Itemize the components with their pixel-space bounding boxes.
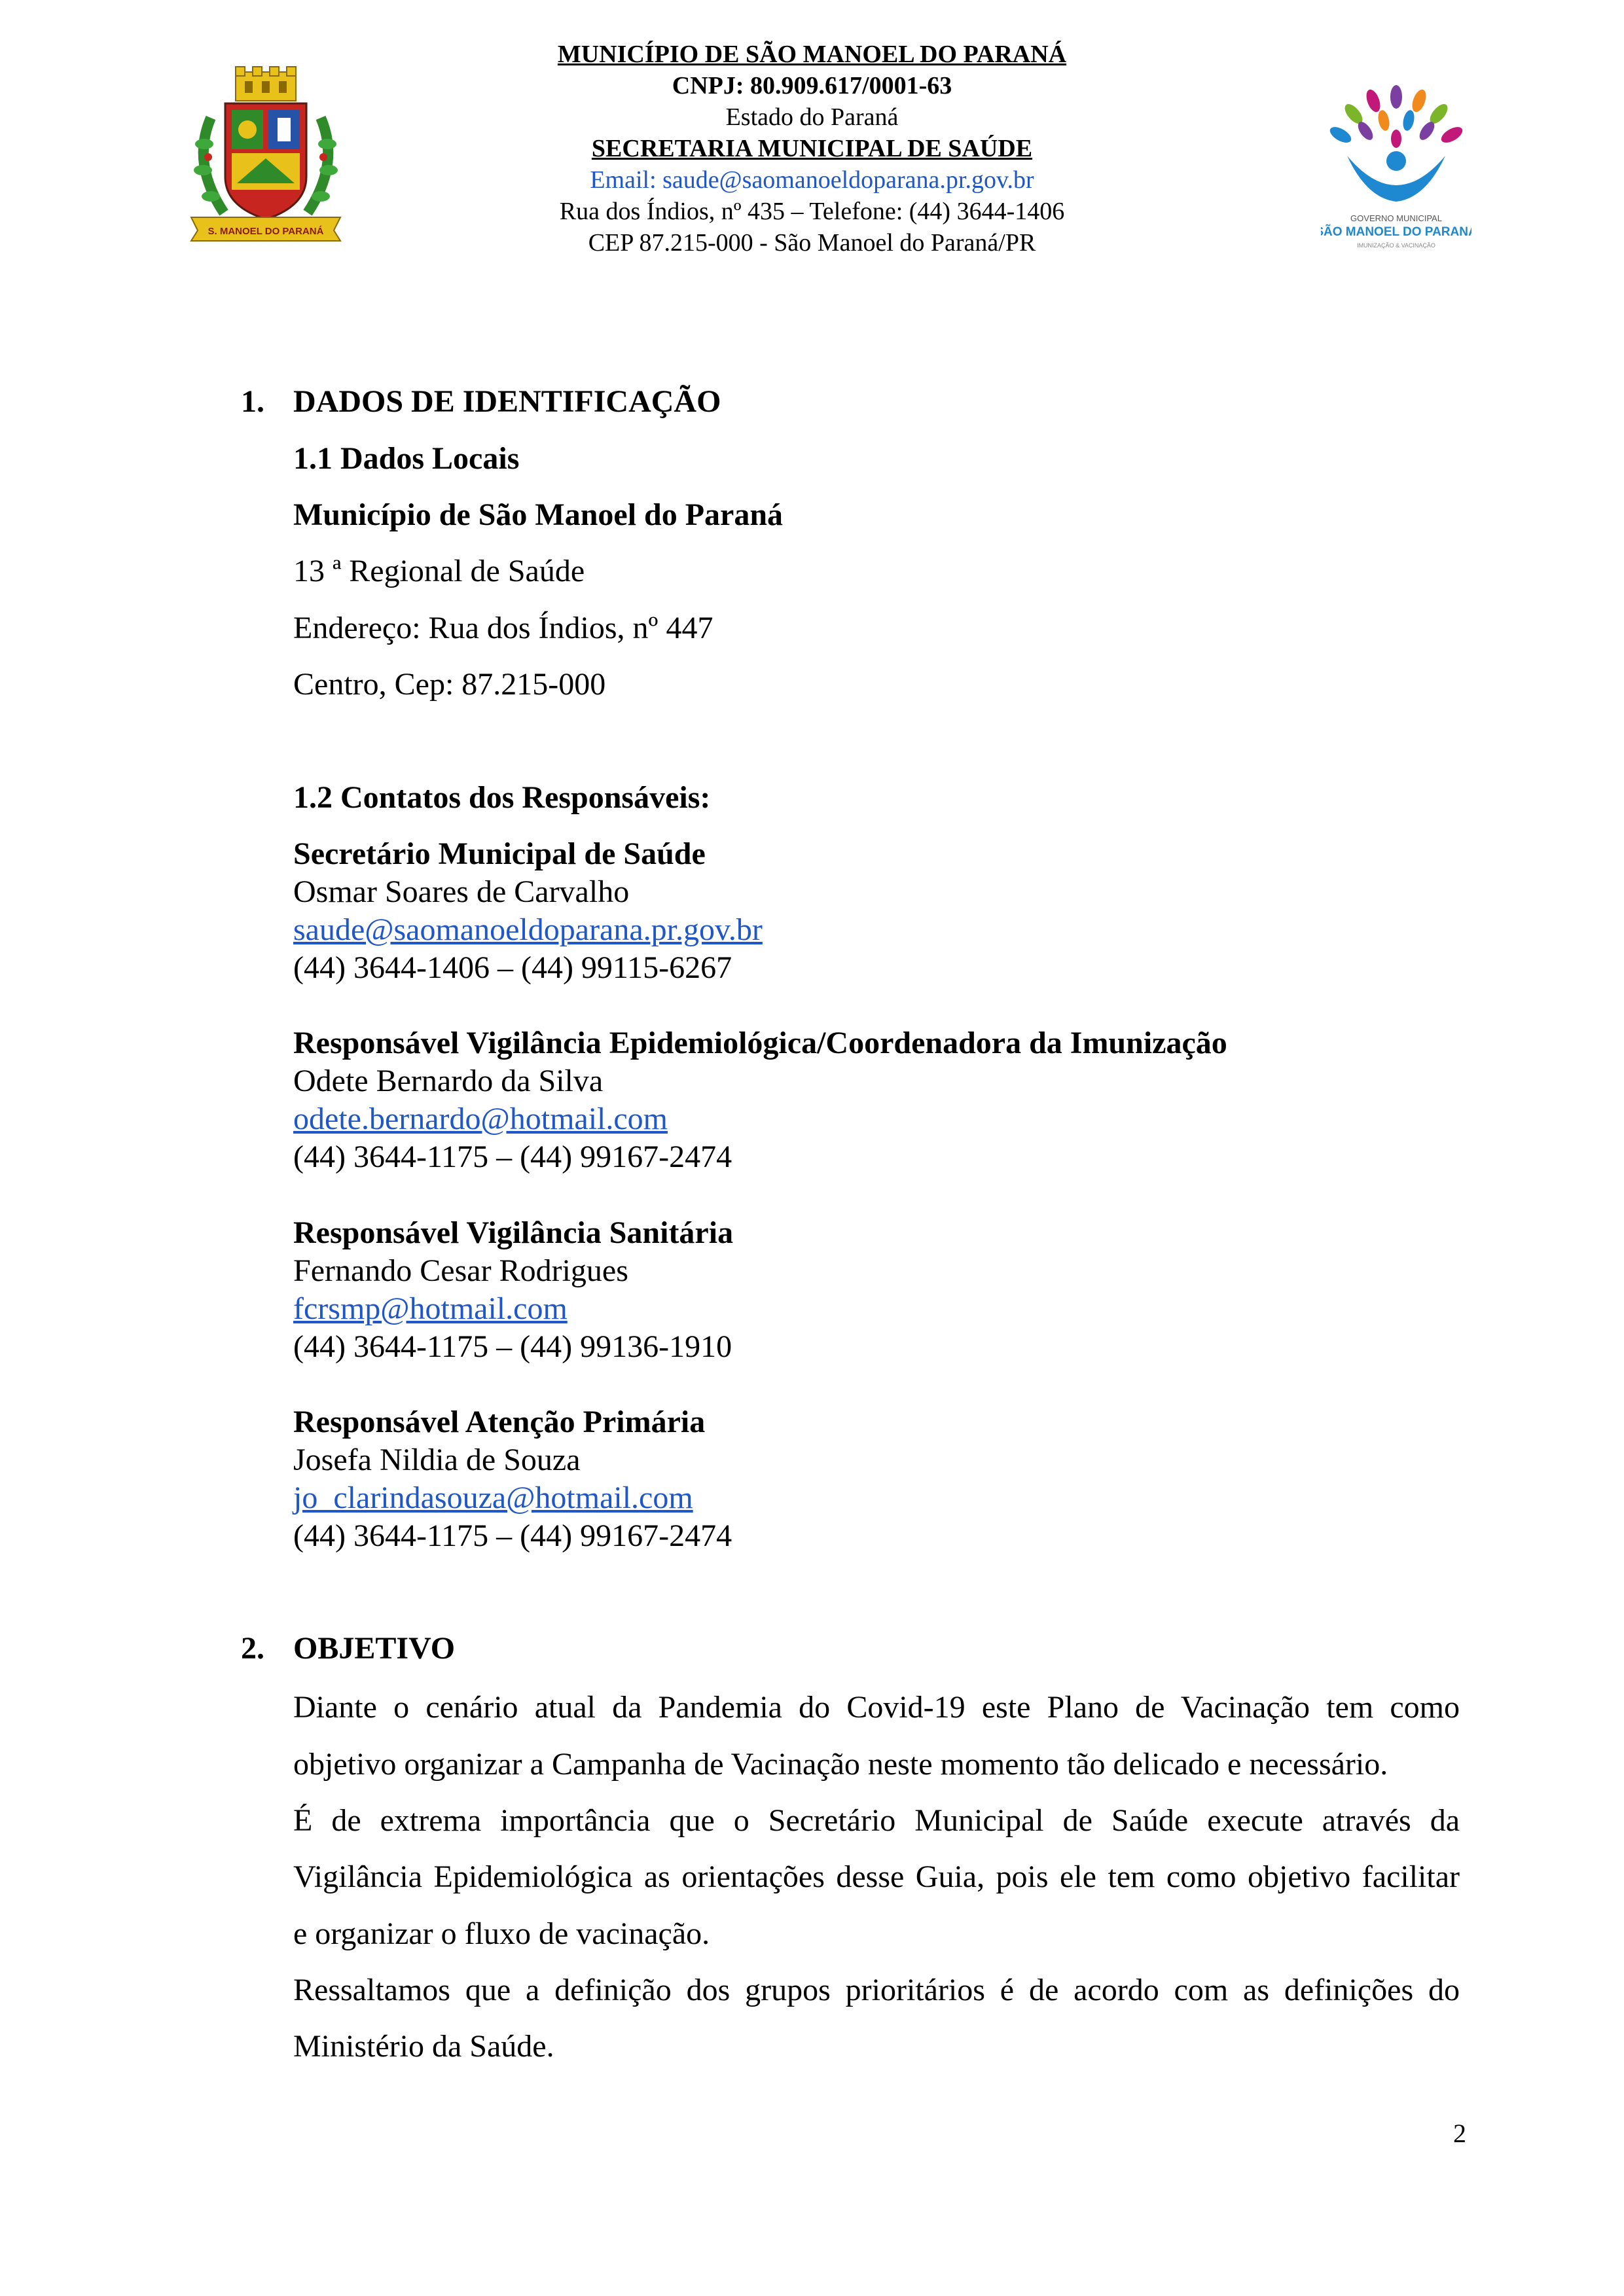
- governo-municipal-logo-graphic: [1321, 84, 1471, 254]
- contact-phone: (44) 3644-1175 – (44) 99167-2474: [293, 1518, 732, 1553]
- address-line: Endereço: Rua dos Índios, nº 447: [293, 611, 713, 645]
- subsection2-title: 1.2 Contatos dos Responsáveis:: [293, 780, 711, 815]
- objective-line: Ressaltamos que a definição dos grupos prioritários é de acordo com as definições do: [293, 1973, 1460, 2007]
- subsection1-title: 1.1 Dados Locais: [293, 441, 520, 476]
- objective-line: Vigilância Epidemiológica as orientações desse Guia, pois ele tem como objetivo facilitar: [293, 1859, 1460, 1894]
- section1-number: 1.: [241, 384, 264, 419]
- cnpj-line: CNPJ: 80.909.617/0001-63: [672, 72, 952, 99]
- contact-email-link[interactable]: jo_clarindasouza@hotmail.com: [293, 1480, 693, 1515]
- section2-number: 2.: [241, 1631, 264, 1666]
- department-line: SECRETARIA MUNICIPAL DE SAÚDE: [591, 135, 1033, 162]
- contact-role: Secretário Municipal de Saúde: [293, 836, 706, 871]
- contact-email-link[interactable]: saude@saomanoeldoparana.pr.gov.br: [293, 912, 763, 947]
- logo-line1: GOVERNO MUNICIPAL: [1350, 213, 1442, 223]
- section2-title: OBJETIVO: [293, 1631, 456, 1666]
- contact-phone: (44) 3644-1406 – (44) 99115-6267: [293, 950, 732, 985]
- municipality-title: MUNICÍPIO DE SÃO MANOEL DO PARANÁ: [557, 41, 1067, 68]
- coat-of-arms-banner-text: S. MANOEL DO PARANÁ: [208, 226, 324, 237]
- center-cep-line: Centro, Cep: 87.215-000: [293, 667, 606, 702]
- objective-line: e organizar o fluxo de vacinação.: [293, 1916, 710, 1951]
- header-email[interactable]: Email: saude@saomanoeldoparana.pr.gov.br: [590, 166, 1034, 194]
- contact-name: Osmar Soares de Carvalho: [293, 874, 630, 909]
- contact-phone: (44) 3644-1175 – (44) 99136-1910: [293, 1329, 732, 1364]
- contact-name: Josefa Nildia de Souza: [293, 1443, 581, 1477]
- objective-line: Ministério da Saúde.: [293, 2029, 554, 2064]
- header-address: Rua dos Índios, nº 435 – Telefone: (44) 3644-1406: [559, 198, 1065, 225]
- regional-line: 13 ª Regional de Saúde: [293, 554, 585, 588]
- contact-role: Responsável Atenção Primária: [293, 1405, 706, 1439]
- contact-email-link[interactable]: fcrsmp@hotmail.com: [293, 1291, 568, 1326]
- logo-line3: IMUNIZAÇÃO & VACINAÇÃO: [1357, 242, 1435, 249]
- objective-line: objetivo organizar a Campanha de Vacinação neste momento tão delicado e necessário.: [293, 1747, 1388, 1782]
- contact-role: Responsável Vigilância Epidemiológica/Coordenadora da Imunização: [293, 1026, 1227, 1060]
- municipality-name: Município de São Manoel do Paraná: [293, 497, 784, 532]
- page-number: 2: [1453, 2119, 1466, 2148]
- contact-phone: (44) 3644-1175 – (44) 99167-2474: [293, 1139, 732, 1174]
- objective-line: É de extrema importância que o Secretário Municipal de Saúde execute através da: [293, 1803, 1460, 1838]
- contact-role: Responsável Vigilância Sanitária: [293, 1215, 734, 1250]
- contact-name: Fernando Cesar Rodrigues: [293, 1253, 628, 1288]
- header-cep: CEP 87.215-000 - São Manoel do Paraná/PR: [588, 229, 1036, 257]
- governo-municipal-logo: [1321, 84, 1471, 254]
- contact-name: Odete Bernardo da Silva: [293, 1064, 604, 1098]
- logo-line2: SÃO MANOEL DO PARANÁ: [1321, 225, 1471, 239]
- contact-email-link[interactable]: odete.bernardo@hotmail.com: [293, 1102, 668, 1136]
- section1-title: DADOS DE IDENTIFICAÇÃO: [293, 384, 721, 419]
- state-line: Estado do Paraná: [725, 103, 899, 131]
- objective-line: Diante o cenário atual da Pandemia do Covid-19 este Plano de Vacinação tem como: [293, 1690, 1460, 1725]
